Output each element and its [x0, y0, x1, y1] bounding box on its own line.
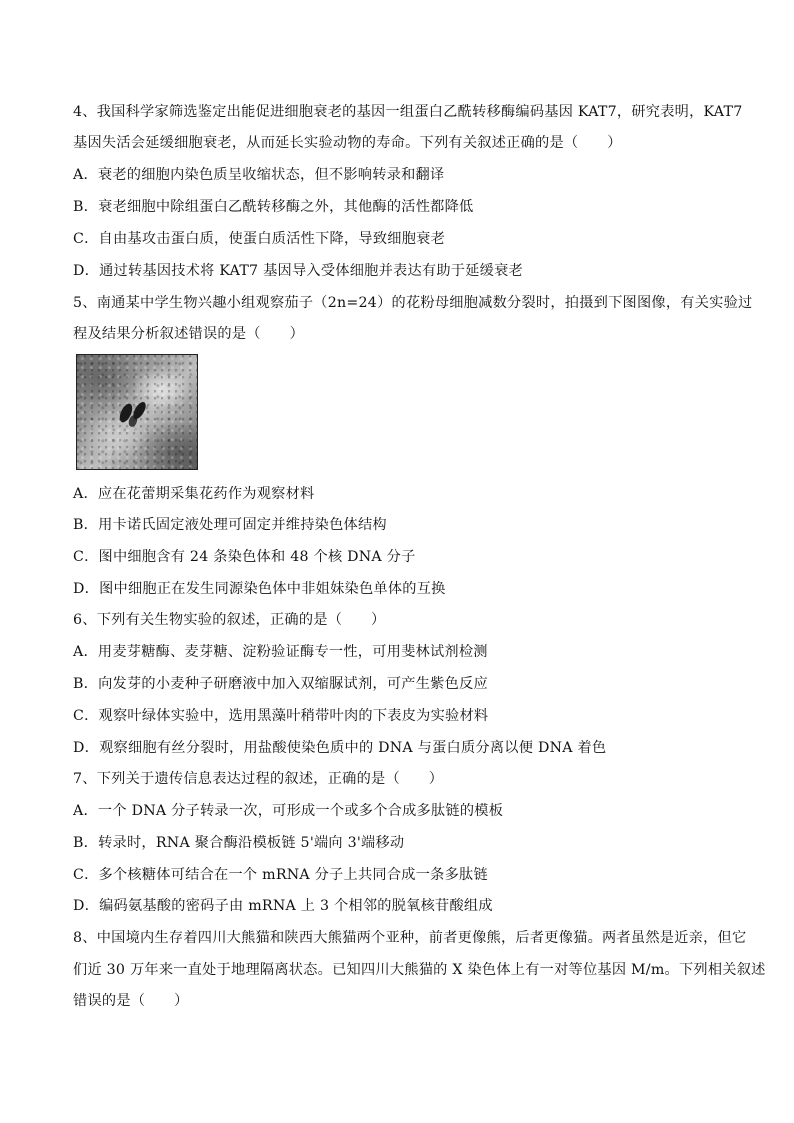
q6-option-b: B．向发芽的小麦种子研磨液中加入双缩脲试剂，可产生紫色反应 [73, 676, 488, 692]
q6-option-a: A．用麦芽糖酶、麦芽糖、淀粉验证酶专一性，可用斐林试剂检测 [73, 644, 488, 660]
q5-option-c: C．图中细胞含有 24 条染色体和 48 个核 DNA 分子 [73, 549, 416, 565]
q6-stem: 6、下列有关生物实验的叙述，正确的是（ ） [73, 612, 386, 628]
q4-option-c: C．自由基攻击蛋白质，使蛋白质活性下降，导致细胞衰老 [73, 231, 446, 247]
q8-stem-line3: 错误的是（ ） [73, 993, 189, 1009]
q7-stem: 7、下列关于遗传信息表达过程的叙述，正确的是（ ） [73, 771, 444, 787]
q5-option-b: B．用卡诺氏固定液处理可固定并维持染色体结构 [73, 517, 387, 533]
q4-option-a: A．衰老的细胞内染色质呈收缩状态，但不影响转录和翻译 [73, 167, 445, 183]
q5-stem-line2: 程及结果分析叙述错误的是（ ） [73, 326, 305, 342]
q7-option-c: C．多个核糖体可结合在一个 mRNA 分子上共同合成一条多肽链 [73, 867, 488, 883]
q8-stem-line1: 8、中国境内生存着四川大熊猫和陕西大熊猫两个亚种，前者更像熊，后者更像猫。两者虽然是近亲，但它 [73, 930, 747, 946]
q7-option-d: D．编码氨基酸的密码子由 mRNA 上 3 个相邻的脱氧核苷酸组成 [73, 898, 493, 914]
q6-option-c: C．观察叶绿体实验中，选用黑藻叶稍带叶肉的下表皮为实验材料 [73, 708, 489, 724]
q4-stem-line2: 基因失活会延缓细胞衰老，从而延长实验动物的寿命。下列有关叙述正确的是（ ） [73, 135, 622, 151]
q6-option-d: D．观察细胞有丝分裂时，用盐酸使染色质中的 DNA 与蛋白质分离以便 DNA 着色 [73, 740, 607, 756]
q4-stem-line1: 4、我国科学家筛选鉴定出能促进细胞衰老的基因一组蛋白乙酰转移酶编码基因 KAT7，研究表明，KAT7 [73, 104, 743, 120]
q4-option-b: B．衰老细胞中除组蛋白乙酰转移酶之外，其他酶的活性都降低 [73, 199, 474, 215]
q4-option-d: D．通过转基因技术将 KAT7 基因导入受体细胞并表达有助于延缓衰老 [73, 263, 523, 279]
meiosis-micrograph [76, 354, 198, 470]
q5-option-a: A．应在花蕾期采集花药作为观察材料 [73, 486, 315, 502]
q5-stem-line1: 5、南通某中学生物兴趣小组观察茄子（2n=24）的花粉母细胞减数分裂时，拍摄到下图图像，有关实验过 [73, 295, 753, 311]
q8-stem-line2: 们近 30 万年来一直处于地理隔离状态。已知四川大熊猫的 X 染色体上有一对等位基因 M/m。下列相关叙述 [73, 962, 766, 978]
q5-option-d: D．图中细胞正在发生同源染色体中非姐妹染色单体的互换 [73, 581, 446, 597]
q7-option-a: A．一个 DNA 分子转录一次，可形成一个或多个合成多肽链的模板 [73, 803, 504, 819]
q7-option-b: B．转录时，RNA 聚合酶沿模板链 5'端向 3'端移动 [73, 835, 405, 851]
